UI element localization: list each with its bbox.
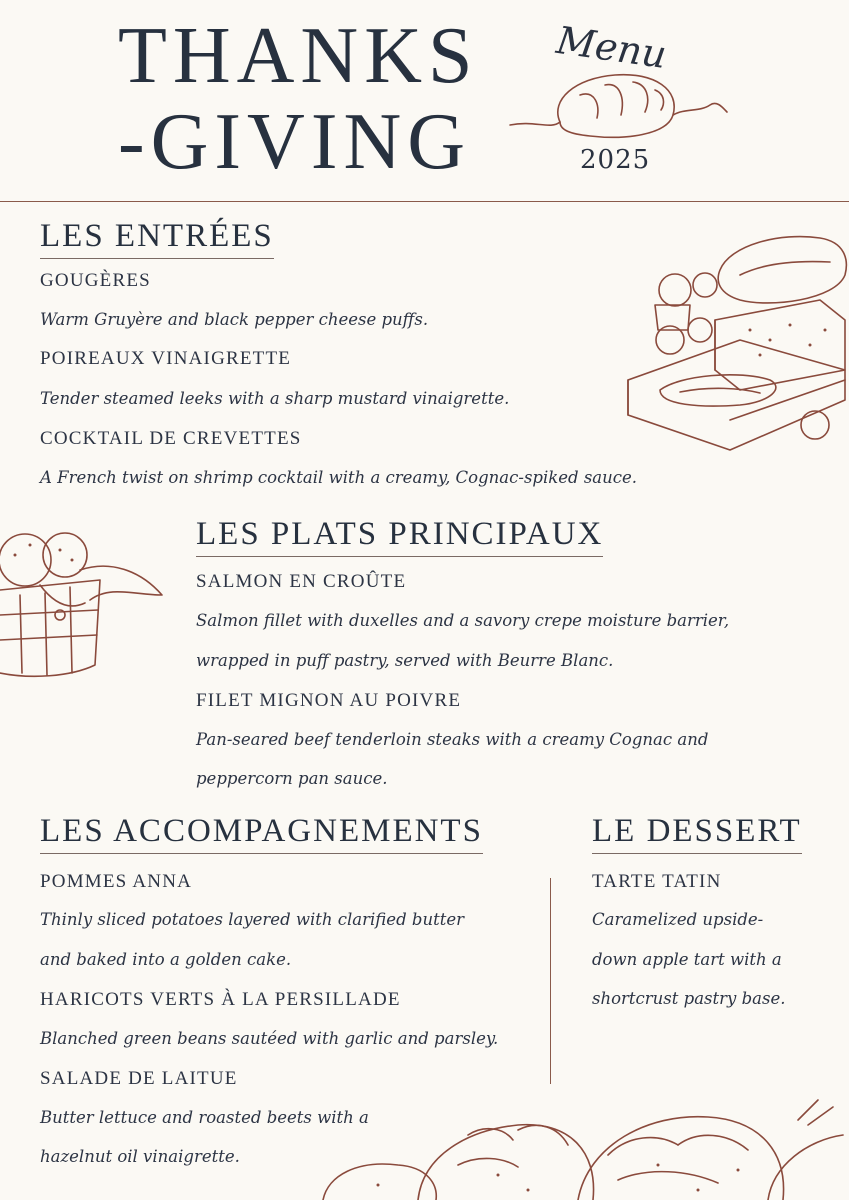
- menu-item-description: Thinly sliced potatoes layered with clarified butter: [40, 910, 464, 929]
- section-heading-dessert: LE DESSERT: [592, 811, 802, 854]
- menu-item-name: SALADE DE LAITUE: [40, 1068, 238, 1089]
- menu-item-name: POIREAUX VINAIGRETTE: [40, 348, 292, 369]
- menu-item-description: shortcrust pastry base.: [592, 989, 786, 1008]
- menu-label: Menu: [553, 18, 670, 77]
- menu-item-name: SALMON EN CROÛTE: [196, 571, 407, 592]
- menu-item-description: Caramelized upside-: [592, 910, 764, 929]
- menu-item-description: Tender steamed leeks with a sharp mustard vinaigrette.: [40, 389, 510, 408]
- bread-loaf-icon: [505, 60, 735, 145]
- menu-item-name: GOUGÈRES: [40, 270, 151, 291]
- bread-basket-illustration: [0, 515, 170, 680]
- menu-item-name: FILET MIGNON AU POIVRE: [196, 690, 462, 711]
- pastries-illustration: [318, 1095, 849, 1200]
- menu-item-description: Pan-seared beef tenderloin steaks with a creamy Cognac and: [196, 730, 709, 749]
- menu-item-description: Salmon fillet with duxelles and a savory crepe moisture barrier,: [196, 611, 730, 630]
- menu-item-description: Butter lettuce and roasted beets with a: [40, 1108, 369, 1127]
- menu-item-description: Blanched green beans sautéed with garlic and parsley.: [40, 1029, 499, 1048]
- column-divider: [550, 878, 551, 1084]
- menu-item-description: peppercorn pan sauce.: [196, 769, 388, 788]
- section-heading-accompagnements: LES ACCOMPAGNEMENTS: [40, 811, 483, 854]
- title-line-2: -GIVING: [118, 98, 472, 186]
- menu-item-name: COCKTAIL DE CREVETTES: [40, 428, 302, 449]
- menu-year: 2025: [580, 145, 651, 175]
- menu-item-description: and baked into a golden cake.: [40, 950, 292, 969]
- menu-item-name: HARICOTS VERTS À LA PERSILLADE: [40, 989, 401, 1010]
- menu-item-description: A French twist on shrimp cocktail with a creamy, Cognac-spiked sauce.: [40, 468, 638, 487]
- menu-item-name: POMMES ANNA: [40, 871, 193, 892]
- menu-item-description: hazelnut oil vinaigrette.: [40, 1147, 240, 1166]
- menu-item-description: down apple tart with a: [592, 950, 782, 969]
- menu-item-name: TARTE TATIN: [592, 871, 722, 892]
- header-divider: [0, 201, 849, 202]
- title-line-1: THANKS: [118, 12, 479, 100]
- menu-item-description: wrapped in puff pastry, served with Beurre Blanc.: [196, 651, 614, 670]
- section-heading-plats: LES PLATS PRINCIPAUX: [196, 514, 603, 557]
- menu-item-description: Warm Gruyère and black pepper cheese puffs.: [40, 310, 429, 329]
- bread-board-illustration: [620, 230, 849, 460]
- section-heading-entrees: LES ENTRÉES: [40, 216, 274, 259]
